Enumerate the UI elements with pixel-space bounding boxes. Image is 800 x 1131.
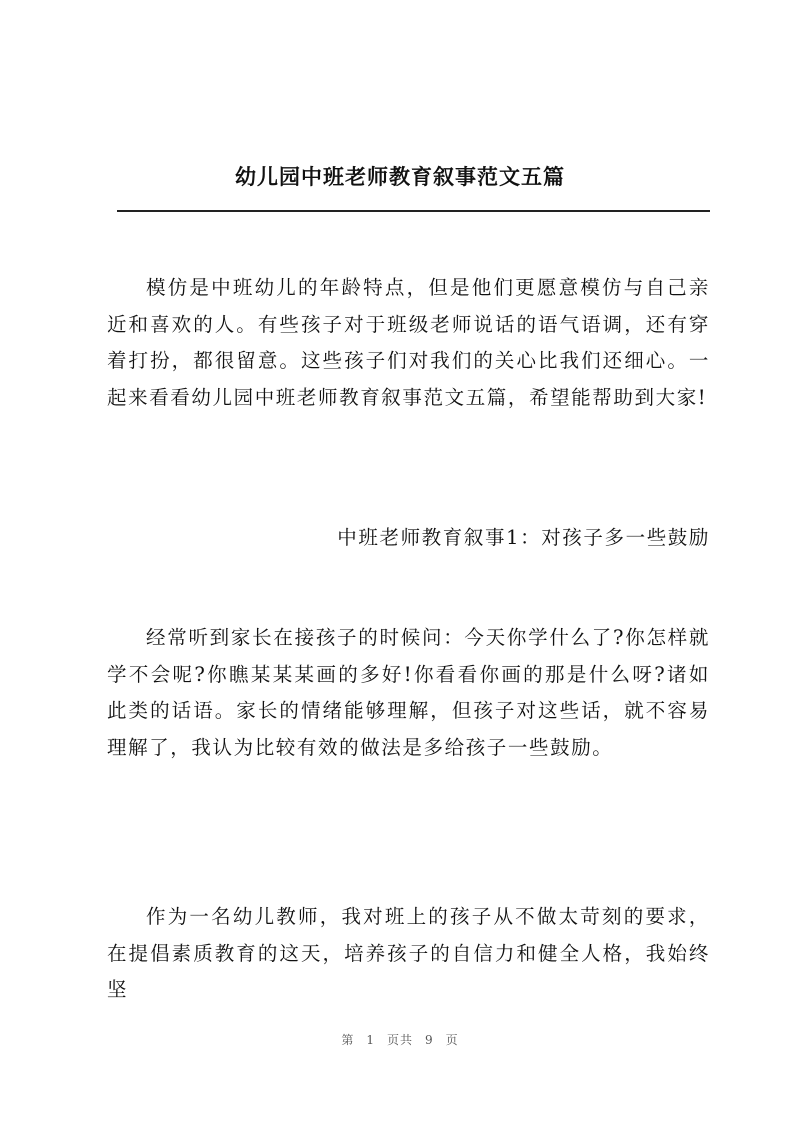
footer-suffix: 页 <box>445 1033 459 1047</box>
body-paragraph-2: 作为一名幼儿教师，我对班上的孩子从不做太苛刻的要求，在提倡素质教育的这天，培养孩子的自信力和健全人格，我始终坚 <box>107 905 710 1001</box>
page-title: 幼儿园中班老师教育叙事范文五篇 <box>235 164 565 189</box>
intro-paragraph: 模仿是中班幼儿的年龄特点，但是他们更愿意模仿与自己亲近和喜欢的人。有些孩子对于班级老师说话的语气语调，还有穿着打扮，都很留意。这些孩子们对我们的关心比我们还细心。一起来看看幼儿园中班老师教育叙事范文五篇，希望能帮助到大家! <box>107 276 710 409</box>
footer-total-pages: 9 <box>425 1033 434 1047</box>
body-paragraph-1: 经常听到家长在接孩子的时候问：今天你学什么了?你怎样就学不会呢?你瞧某某某画的多好!你看看你画的那是什么呀?诸如此类的话语。家长的情绪能够理解，但孩子对这些话，就不容易理解了，我认为比较有效的做法是多给孩子一些鼓励。 <box>107 626 710 759</box>
section-heading: 中班老师教育叙事1：对孩子多一些鼓励 <box>337 526 710 549</box>
footer-middle: 页共 <box>386 1033 413 1047</box>
page-footer <box>0 1031 800 1048</box>
footer-prefix: 第 <box>341 1033 355 1047</box>
footer-page-number: 1 <box>366 1033 375 1047</box>
title-divider <box>117 210 710 212</box>
